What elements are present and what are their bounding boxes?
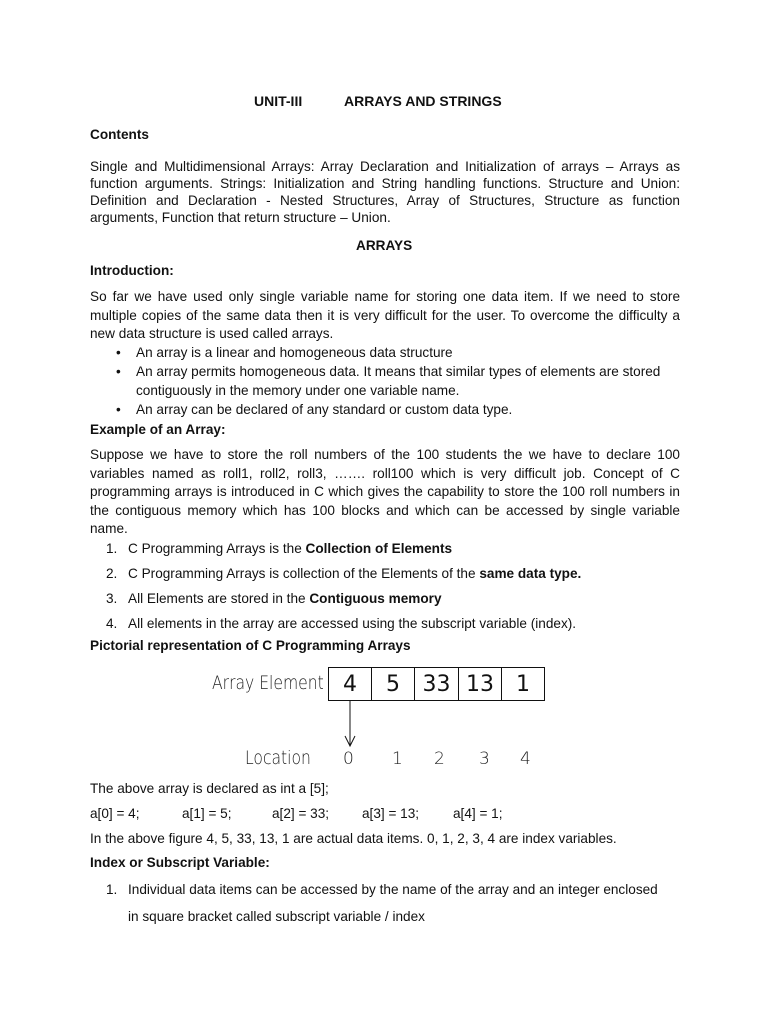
assignment: a[2] = 33; bbox=[272, 806, 330, 821]
bullet-icon: • bbox=[116, 345, 121, 360]
array-cell: 13 bbox=[458, 668, 501, 700]
assignment-row bbox=[90, 806, 690, 826]
index-label: 4 bbox=[520, 749, 531, 769]
declared-text: The above array is declared as int a [5]; bbox=[90, 781, 329, 796]
numbered-list bbox=[90, 539, 690, 633]
example-text: Suppose we have to store the roll numbers of the 100 students the we have to declare 100 variables named as roll1, roll2, roll3, ……. roll100 which is very difficult job. Concept of C programming arrays is introduced in C which gives the capability to store the 100 roll numbers in the contiguous memory which has 100 blocks and which can be accessed by single variable name. bbox=[90, 447, 680, 536]
assignment: a[4] = 1; bbox=[453, 806, 503, 821]
figure-note: In the above figure 4, 5, 33, 13, 1 are actual data items. 0, 1, 2, 3, 4 are index variables. bbox=[90, 831, 617, 846]
down-arrow-icon bbox=[342, 699, 358, 749]
array-cell: 1 bbox=[501, 668, 544, 700]
location-label: Location bbox=[245, 747, 311, 769]
array-figure bbox=[90, 667, 690, 777]
assignment: a[1] = 5; bbox=[182, 806, 232, 821]
bullet-icon: • bbox=[116, 364, 121, 379]
list-item: 3. All Elements are stored in the Contiguous memory bbox=[106, 591, 442, 606]
intro-heading: Introduction: bbox=[90, 263, 174, 278]
pictorial-heading: Pictorial representation of C Programming Arrays bbox=[90, 638, 411, 653]
contents-heading: Contents bbox=[90, 127, 149, 142]
list-item-continuation: in square bracket called subscript variable / index bbox=[128, 909, 425, 924]
intro-text: So far we have used only single variable name for storing one data item. If we need to store multiple copies of the same data then it is very difficult for the user. To overcome the difficulty a new data structure is used called arrays. bbox=[90, 289, 680, 341]
assignment: a[0] = 4; bbox=[90, 806, 140, 821]
section-heading: ARRAYS bbox=[356, 238, 413, 253]
bullet-list bbox=[90, 343, 680, 419]
bullet-item: • An array is a linear and homogeneous data structure bbox=[116, 345, 453, 360]
unit-number: UNIT-III bbox=[254, 93, 303, 109]
array-cells bbox=[328, 667, 545, 701]
index-list bbox=[90, 880, 690, 926]
bullet-item: • An array can be declared of any standard or custom data type. bbox=[116, 402, 513, 417]
list-item: 1. Individual data items can be accessed by the name of the array and an integer enclosed bbox=[106, 882, 658, 897]
array-cell: 33 bbox=[414, 668, 458, 700]
assignment: a[3] = 13; bbox=[362, 806, 420, 821]
index-label: 1 bbox=[392, 749, 403, 769]
array-cell: 5 bbox=[371, 668, 414, 700]
list-item: 1. C Programming Arrays is the Collection of Elements bbox=[106, 541, 453, 556]
array-element-label: Array Element bbox=[212, 672, 324, 694]
list-item: 2. C Programming Arrays is collection of the Elements of the same data type. bbox=[106, 566, 582, 581]
bullet-item: • An array permits homogeneous data. It means that similar types of elements are stored contiguously in the memory under one variable name. bbox=[116, 364, 661, 398]
list-item: 4. All elements in the array are accessed using the subscript variable (index). bbox=[106, 616, 577, 631]
contents-text: Single and Multidimensional Arrays: Array Declaration and Initialization of arrays – Arrays as function arguments. Strings: Initialization and String handling functions. Structure and Union: Definition and Declaration - Nested Structures, Array of Structures, Structure as function arguments, Function that return structure – Union. bbox=[90, 159, 680, 225]
example-heading: Example of an Array: bbox=[90, 422, 226, 437]
index-label: 0 bbox=[343, 749, 354, 769]
index-label: 2 bbox=[434, 749, 445, 769]
index-heading: Index or Subscript Variable: bbox=[90, 855, 270, 870]
bullet-icon: • bbox=[116, 402, 121, 417]
array-cell: 4 bbox=[343, 671, 357, 697]
unit-name: ARRAYS AND STRINGS bbox=[344, 93, 502, 109]
index-label: 3 bbox=[479, 749, 490, 769]
